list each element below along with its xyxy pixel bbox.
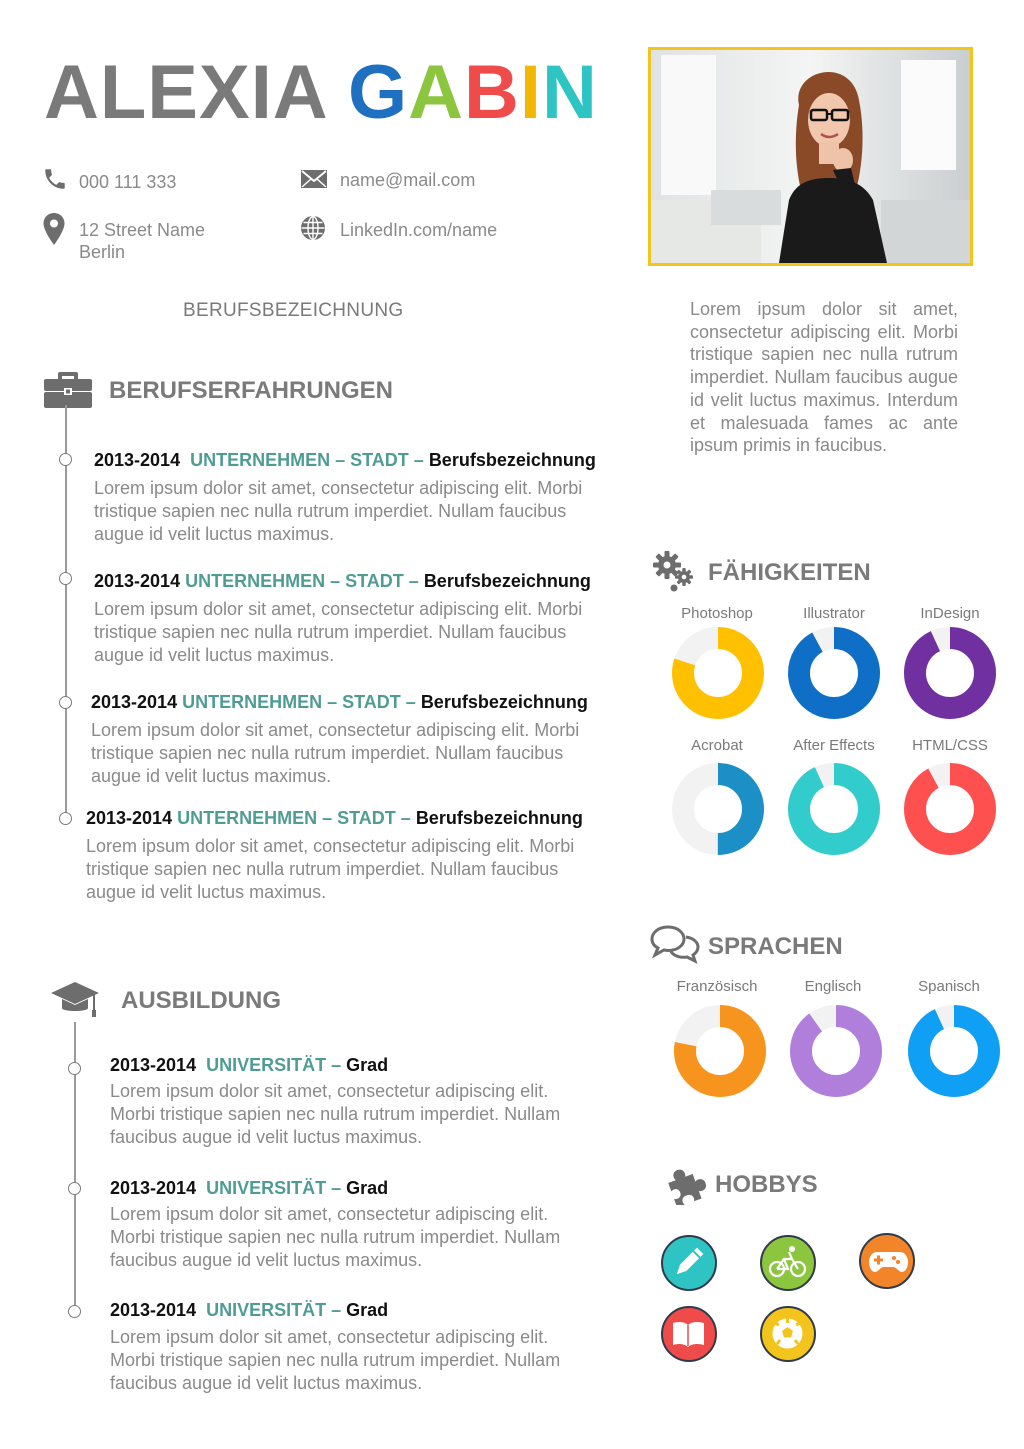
address-line-1: 12 Street Name (79, 220, 206, 240)
last-name-letter: A (408, 50, 465, 135)
experience-entry-heading (94, 450, 596, 471)
gamepad-icon (861, 1235, 912, 1286)
language-donut (673, 1004, 767, 1098)
entry-years: 2013-2014 (94, 450, 181, 470)
bicycle-icon (762, 1237, 813, 1288)
experience-entry-text: Lorem ipsum dolor sit amet, consectetur adipiscing elit. Morbi tristique sapien nec nulla rutrum imperdiet. Nullam faucibus augue id velit luctus maximus. (91, 720, 580, 786)
entry-role: Berufsbezeichnung (415, 808, 583, 828)
entry-years: 2013-2014 (94, 571, 181, 591)
language-donut (907, 1004, 1001, 1098)
timeline-dot (59, 453, 72, 466)
address (79, 219, 205, 263)
entry-role: Berufsbezeichnung (420, 692, 588, 712)
portrait-image (651, 50, 970, 263)
entry-degree: Grad (346, 1300, 389, 1320)
entry-years: 2013-2014 (110, 1300, 197, 1320)
last-name-letter: G (348, 50, 409, 135)
hobby-badge (661, 1306, 717, 1362)
last-name-letter: N (542, 50, 598, 135)
globe-icon (300, 215, 326, 241)
timeline-dot (68, 1182, 81, 1195)
address-line-2: Berlin (79, 242, 126, 262)
phone-number: 000 111 333 (79, 172, 177, 192)
language-label: Spanisch (918, 978, 980, 995)
education-entry-text: Lorem ipsum dolor sit amet, consectetur adipiscing elit. Morbi tristique sapien nec nulla rutrum imperdiet. Nullam faucibus augue id velit luctus maximus. (110, 1204, 561, 1270)
skill-label: InDesign (920, 605, 980, 622)
education-entry-text: Lorem ipsum dolor sit amet, consectetur adipiscing elit. Morbi tristique sapien nec nulla rutrum imperdiet. Nullam faucibus augue id velit luctus maximus. (110, 1327, 561, 1393)
experience-entry-text: Lorem ipsum dolor sit amet, consectetur adipiscing elit. Morbi tristique sapien nec nulla rutrum imperdiet. Nullam faucibus augue id velit luctus maximus. (86, 836, 575, 902)
entry-company: UNTERNEHMEN – STADT – (182, 692, 416, 712)
skill-donut (787, 762, 881, 856)
education-entry-text: Lorem ipsum dolor sit amet, consectetur adipiscing elit. Morbi tristique sapien nec nulla rutrum imperdiet. Nullam faucibus augue id velit luctus maximus. (110, 1081, 561, 1147)
language-label: Englisch (804, 978, 862, 995)
map-pin-icon (42, 212, 66, 246)
donut-level-arc (801, 1016, 871, 1086)
skill-label: Photoshop (681, 605, 753, 622)
pencil-icon (663, 1237, 714, 1288)
graduation-cap-icon (50, 980, 100, 1020)
donut-level-arc (915, 774, 985, 844)
hobby-badge (760, 1235, 816, 1291)
donut-level-arc (799, 638, 869, 708)
gears-icon (652, 550, 696, 592)
entry-company: UNTERNEHMEN – STADT – (185, 571, 419, 591)
hobbies-title: HOBBYS (715, 1171, 818, 1198)
timeline-dot (59, 696, 72, 709)
entry-years: 2013-2014 (110, 1055, 197, 1075)
entry-school: UNIVERSITÄT – (206, 1178, 342, 1198)
timeline-dot (59, 572, 72, 585)
skill-donut (671, 626, 765, 720)
experience-entry-heading (94, 571, 591, 592)
name-heading (44, 52, 598, 134)
experience-timeline (65, 405, 67, 815)
skill-donut (903, 762, 997, 856)
linkedin-url[interactable]: LinkedIn.com/name (340, 220, 498, 240)
skill-label: Acrobat (691, 737, 743, 754)
speech-bubbles-icon (650, 924, 700, 964)
entry-years: 2013-2014 (110, 1178, 197, 1198)
entry-years: 2013-2014 (86, 808, 173, 828)
donut-level-arc (915, 638, 985, 708)
puzzle-piece-icon (664, 1163, 708, 1205)
profile-photo (648, 47, 973, 266)
soccer-ball-icon (762, 1308, 813, 1359)
education-entry-heading (110, 1178, 388, 1199)
education-title: AUSBILDUNG (121, 987, 281, 1014)
experience-entry-heading (91, 692, 588, 713)
skill-donut (671, 762, 765, 856)
entry-school: UNIVERSITÄT – (206, 1055, 342, 1075)
entry-years: 2013-2014 (91, 692, 178, 712)
language-label: Französisch (676, 978, 758, 995)
education-entry-heading (110, 1300, 388, 1321)
timeline-dot (68, 1062, 81, 1075)
languages-title: SPRACHEN (708, 933, 843, 960)
email-address[interactable]: name@mail.com (340, 170, 476, 190)
first-name: ALEXIA (44, 50, 326, 135)
phone-icon (42, 166, 68, 192)
skills-title: FÄHIGKEITEN (708, 559, 871, 586)
timeline-dot (68, 1305, 81, 1318)
hobby-badge (760, 1306, 816, 1362)
experience-entry-text: Lorem ipsum dolor sit amet, consectetur adipiscing elit. Morbi tristique sapien nec nulla rutrum imperdiet. Nullam faucibus augue id velit luctus maximus. (94, 478, 583, 544)
entry-company: UNTERNEHMEN – STADT – (190, 450, 424, 470)
entry-degree: Grad (346, 1055, 389, 1075)
last-name (348, 50, 598, 135)
entry-role: Berufsbezeichnung (423, 571, 591, 591)
envelope-icon (300, 168, 328, 190)
last-name-letter: B (464, 50, 520, 135)
hobby-badge (859, 1233, 915, 1289)
language-donut (789, 1004, 883, 1098)
skill-label: Illustrator (803, 605, 865, 622)
skill-label: After Effects (793, 737, 875, 754)
profile-summary: Lorem ipsum dolor sit amet, consectetur adipiscing elit. Morbi tristique sapien nec nulla rutrum imperdiet. Nullam faucibus augue id velit luctus maximus. Interdum et malesuada fames ac ante ipsum primis in faucibus. (690, 299, 958, 456)
entry-role: Berufsbezeichnung (428, 450, 596, 470)
education-entry-heading (110, 1055, 388, 1076)
book-icon (663, 1308, 714, 1359)
entry-company: UNTERNEHMEN – STADT – (177, 808, 411, 828)
last-name-letter: I (519, 50, 543, 135)
experience-title: BERUFSERFAHRUNGEN (109, 377, 394, 404)
briefcase-icon (44, 370, 92, 408)
donut-level-arc (919, 1016, 989, 1086)
timeline-dot (59, 812, 72, 825)
entry-school: UNIVERSITÄT – (206, 1300, 342, 1320)
skill-donut (787, 626, 881, 720)
skill-donut (903, 626, 997, 720)
skill-label: HTML/CSS (912, 737, 988, 754)
experience-entry-text: Lorem ipsum dolor sit amet, consectetur adipiscing elit. Morbi tristique sapien nec nulla rutrum imperdiet. Nullam faucibus augue id velit luctus maximus. (94, 599, 583, 665)
experience-entry-heading (86, 808, 583, 829)
hobby-badge (661, 1235, 717, 1291)
donut-level-arc (799, 774, 869, 844)
entry-degree: Grad (346, 1178, 389, 1198)
job-title: BERUFSBEZEICHNUNG (183, 300, 404, 321)
